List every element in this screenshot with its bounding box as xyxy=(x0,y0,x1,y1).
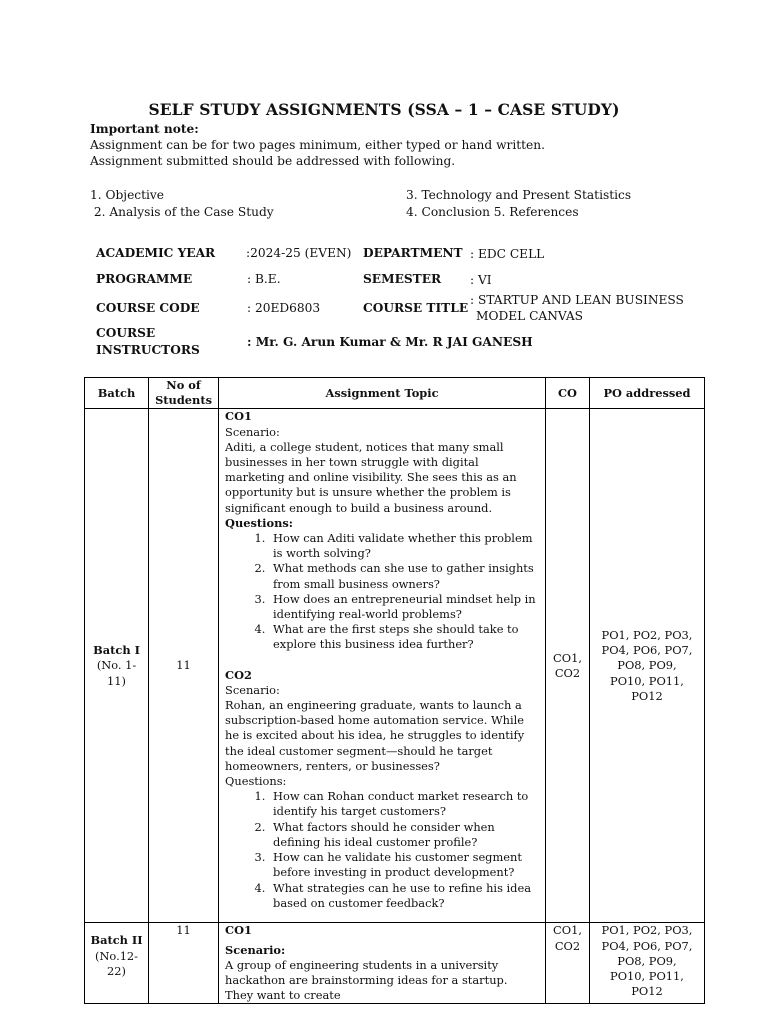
objective-item: 2. Analysis of the Case Study xyxy=(90,205,274,219)
co1-heading: CO1 xyxy=(225,409,252,424)
co1-questions-label: Questions: xyxy=(225,515,293,530)
instructors-label-2: INSTRUCTORS xyxy=(96,343,200,357)
co1-scenario-text: Aditi, a college student, notices that many small businesses in her town struggle with digital marketing and online visibility. She sees this as an opportunity but is unsure whether the problem is significant enough to build a business around. xyxy=(225,439,517,515)
co-cell: CO1, CO2 xyxy=(545,923,589,1004)
semester-value: : VI xyxy=(470,273,492,287)
topic-cell xyxy=(219,923,546,1004)
co2-questions-label: Questions: xyxy=(225,774,287,789)
topic-cell xyxy=(219,409,546,923)
list-item: 1. How can Rohan conduct market research to identify his target customers? xyxy=(269,789,539,819)
table-row xyxy=(85,923,705,1004)
notes-line-1: Assignment can be for two pages minimum, either typed or hand written. xyxy=(90,138,545,152)
semester-label: SEMESTER xyxy=(363,272,442,286)
co-cell: CO1, CO2 xyxy=(545,409,589,923)
co2-scenario-text: Rohan, an engineering graduate, wants to launch a subscription-based home automation service. While he is excited about his idea, he struggles to identify the ideal customer segment—should he target homeowners, renters, or businesses? xyxy=(225,698,525,773)
objectives-right xyxy=(406,187,631,221)
co2-heading: CO2 xyxy=(225,667,252,682)
objective-item: 4. Conclusion 5. References xyxy=(406,205,579,219)
programme-label: PROGRAMME xyxy=(96,272,193,286)
header-topic: Assignment Topic xyxy=(219,378,546,409)
objective-item: 3. Technology and Present Statistics xyxy=(406,188,632,202)
header-co: CO xyxy=(545,378,589,409)
table-header-row xyxy=(85,378,705,409)
list-item: 1. How can Aditi validate whether this problem is worth solving? xyxy=(269,531,539,561)
batch-name: Batch II xyxy=(90,933,143,948)
list-item: 3. How does an entrepreneurial mindset help in identifying real-world problems? xyxy=(269,592,539,622)
header-students-line-2: Students xyxy=(155,393,212,408)
batch-range: (No.12-22) xyxy=(95,948,139,978)
course-title-label: COURSE TITLE xyxy=(363,301,469,315)
co2-scenario-label: Scenario: xyxy=(225,682,280,697)
instructors-value: : Mr. G. Arun Kumar & Mr. R JAI GANESH xyxy=(247,335,533,349)
spacer xyxy=(225,653,539,668)
course-title-value-1: : STARTUP AND LEAN BUSINESS xyxy=(470,293,684,307)
instructors-label-1: COURSE xyxy=(96,326,156,340)
list-item: 2. What factors should he consider when defining his ideal customer profile? xyxy=(269,820,539,850)
po-cell: PO1, PO2, PO3, PO4, PO6, PO7, PO8, PO9, PO10, PO11, PO12 xyxy=(589,923,704,1004)
assignment-table xyxy=(84,377,705,1004)
academic-year-value: :2024-25 (EVEN) xyxy=(246,246,352,260)
list-item: 4. What are the first steps she should take to explore this business idea further? xyxy=(269,622,539,652)
students-cell: 11 xyxy=(149,923,219,1004)
course-title-value-2: MODEL CANVAS xyxy=(476,309,584,323)
objectives-left xyxy=(90,187,274,221)
course-code-label: COURSE CODE xyxy=(96,301,200,315)
co2-questions-list xyxy=(225,789,539,911)
co1-scenario-label: Scenario: xyxy=(225,942,286,957)
header-students xyxy=(149,378,219,409)
batch-range: (No. 1-11) xyxy=(96,658,137,688)
objective-item: 1. Objective xyxy=(90,188,165,202)
page-title: SELF STUDY ASSIGNMENTS (SSA – 1 – CASE STUDY) xyxy=(148,100,620,119)
co1-heading: CO1 xyxy=(225,923,252,938)
department-label: DEPARTMENT xyxy=(363,246,463,260)
batch-cell xyxy=(85,923,149,1004)
department-value: : EDC CELL xyxy=(470,247,545,261)
list-item: 4. What strategies can he use to refine his idea based on customer feedback? xyxy=(269,881,539,911)
students-cell: 11 xyxy=(149,409,219,923)
batch-cell xyxy=(85,409,149,923)
notes-line-2: Assignment submitted should be addressed with following. xyxy=(90,154,456,168)
course-code-value: : 20ED6803 xyxy=(247,301,321,315)
important-notes xyxy=(90,121,545,169)
co1-scenario-label: Scenario: xyxy=(225,424,280,439)
list-item: 2. What methods can she use to gather insights from small business owners? xyxy=(269,561,539,591)
co1-questions-list xyxy=(225,531,539,653)
notes-heading: Important note: xyxy=(90,122,199,136)
batch-name: Batch I xyxy=(93,643,140,658)
table-row xyxy=(85,409,705,923)
list-item: 3. How can he validate his customer segment before investing in product development? xyxy=(269,850,539,880)
programme-value: : B.E. xyxy=(247,272,281,286)
co1-scenario-text: A group of engineering students in a university hackathon are brainstorming ideas for a startup. They want to create xyxy=(225,957,508,1003)
po-cell: PO1, PO2, PO3, PO4, PO6, PO7, PO8, PO9, PO10, PO11, PO12 xyxy=(589,409,704,923)
header-batch: Batch xyxy=(85,378,149,409)
header-po: PO addressed xyxy=(589,378,704,409)
header-students-line-1: No of xyxy=(166,378,201,392)
academic-year-label: ACADEMIC YEAR xyxy=(96,246,216,260)
